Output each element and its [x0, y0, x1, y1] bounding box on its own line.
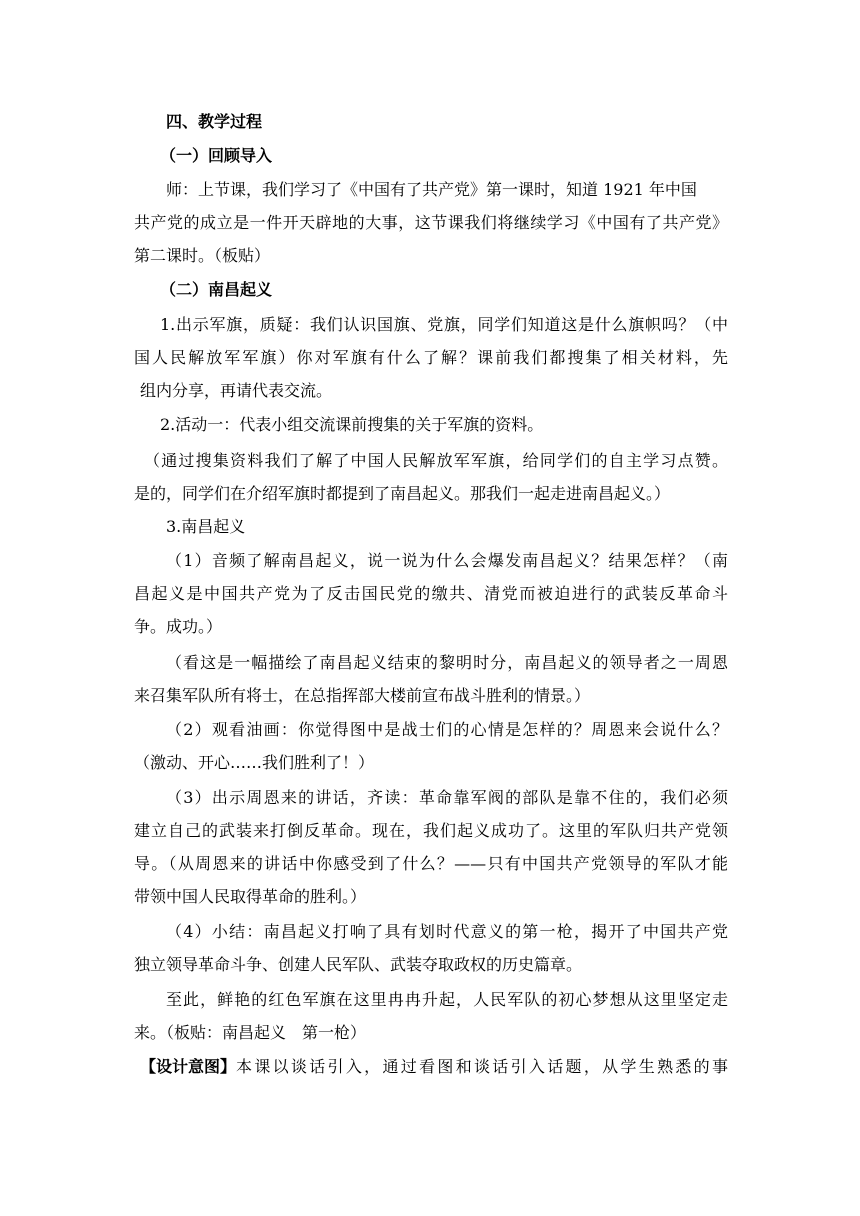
paragraph-line: （激动、开心……我们胜利了！） — [134, 753, 375, 772]
paragraph-line: 第二课时。（板贴） — [134, 246, 271, 265]
paragraph-line: 来召集军队所有将士，在总指挥部大楼前宣布战斗胜利的情景。） — [134, 686, 591, 705]
paragraph-line: 来。（板贴：南昌起义 第一枪） — [134, 1023, 367, 1042]
paragraph-line: （看这是一幅描绘了南昌起义结束的黎明时分，南昌起义的领导者之一周恩 — [166, 653, 728, 672]
design-intent-text: 本课以谈话引入，通过看图和谈话引入话题，从学生熟悉的事 — [236, 1057, 728, 1076]
subheading-nanchang-uprising: （二）南昌起义 — [160, 280, 273, 299]
paragraph-line: 国人民解放军军旗）你对军旗有什么了解？课前我们都搜集了相关材料，先 — [134, 348, 728, 367]
paragraph-line: 组内分享，再请代表交流。 — [140, 381, 333, 400]
section-heading: 四、教学过程 — [166, 112, 263, 131]
paragraph-line: 争。成功。） — [134, 617, 223, 636]
paragraph-line: 1.出示军旗，质疑：我们认识国旗、党旗，同学们知道这是什么旗帜吗？（中 — [160, 315, 728, 334]
subheading-review-intro: （一）回顾导入 — [160, 146, 273, 165]
paragraph-line: （2）观看油画：你觉得图中是战士们的心情是怎样的？周恩来会说什么？ — [166, 720, 728, 739]
paragraph-line: 带领中国人民取得革命的胜利。） — [134, 887, 367, 906]
design-intent-label: 【设计意图】 — [140, 1057, 237, 1076]
paragraph-line: 至此，鲜艳的红色军旗在这里冉冉升起，人民军队的初心梦想从这里坚定走 — [166, 990, 728, 1009]
paragraph-line: 独立领导革命斗争、创建人民军队、武装夺取政权的历史篇章。 — [134, 955, 583, 974]
paragraph-line: 是的，同学们在介绍军旗时都提到了南昌起义。那我们一起走进南昌起义。） — [134, 484, 671, 503]
paragraph-line: 导。（从周恩来的讲话中你感受到了什么？——只有中国共产党领导的军队才能 — [134, 854, 728, 873]
paragraph-line: 3.南昌起义 — [166, 517, 246, 536]
paragraph-line: 2.活动一：代表小组交流课前搜集的关于军旗的资料。 — [160, 415, 544, 434]
paragraph-line: （4）小结：南昌起义打响了具有划时代意义的第一枪，揭开了中国共产党 — [166, 922, 728, 941]
paragraph-line: （3）出示周恩来的讲话，齐读：革命靠军阀的部队是靠不住的，我们必须 — [166, 788, 728, 807]
design-intent-line — [140, 1056, 728, 1078]
paragraph-line: （通过搜集资料我们了解了中国人民解放军军旗，给同学们的自主学习点赞。 — [144, 451, 728, 470]
paragraph-line: （1）音频了解南昌起义，说一说为什么会爆发南昌起义？结果怎样？（南 — [166, 551, 728, 570]
paragraph-line: 共产党的成立是一件开天辟地的大事，这节课我们将继续学习《中国有了共产党》 — [134, 213, 728, 232]
paragraph-line: 建立自己的武装来打倒反革命。现在，我们起义成功了。这里的军队归共产党领 — [134, 821, 728, 840]
paragraph-line: 师：上节课，我们学习了《中国有了共产党》第一课时，知道 1921 年中国 — [166, 180, 697, 199]
paragraph-line: 昌起义是中国共产党为了反击国民党的缴共、清党而被迫进行的武装反革命斗 — [134, 584, 728, 603]
